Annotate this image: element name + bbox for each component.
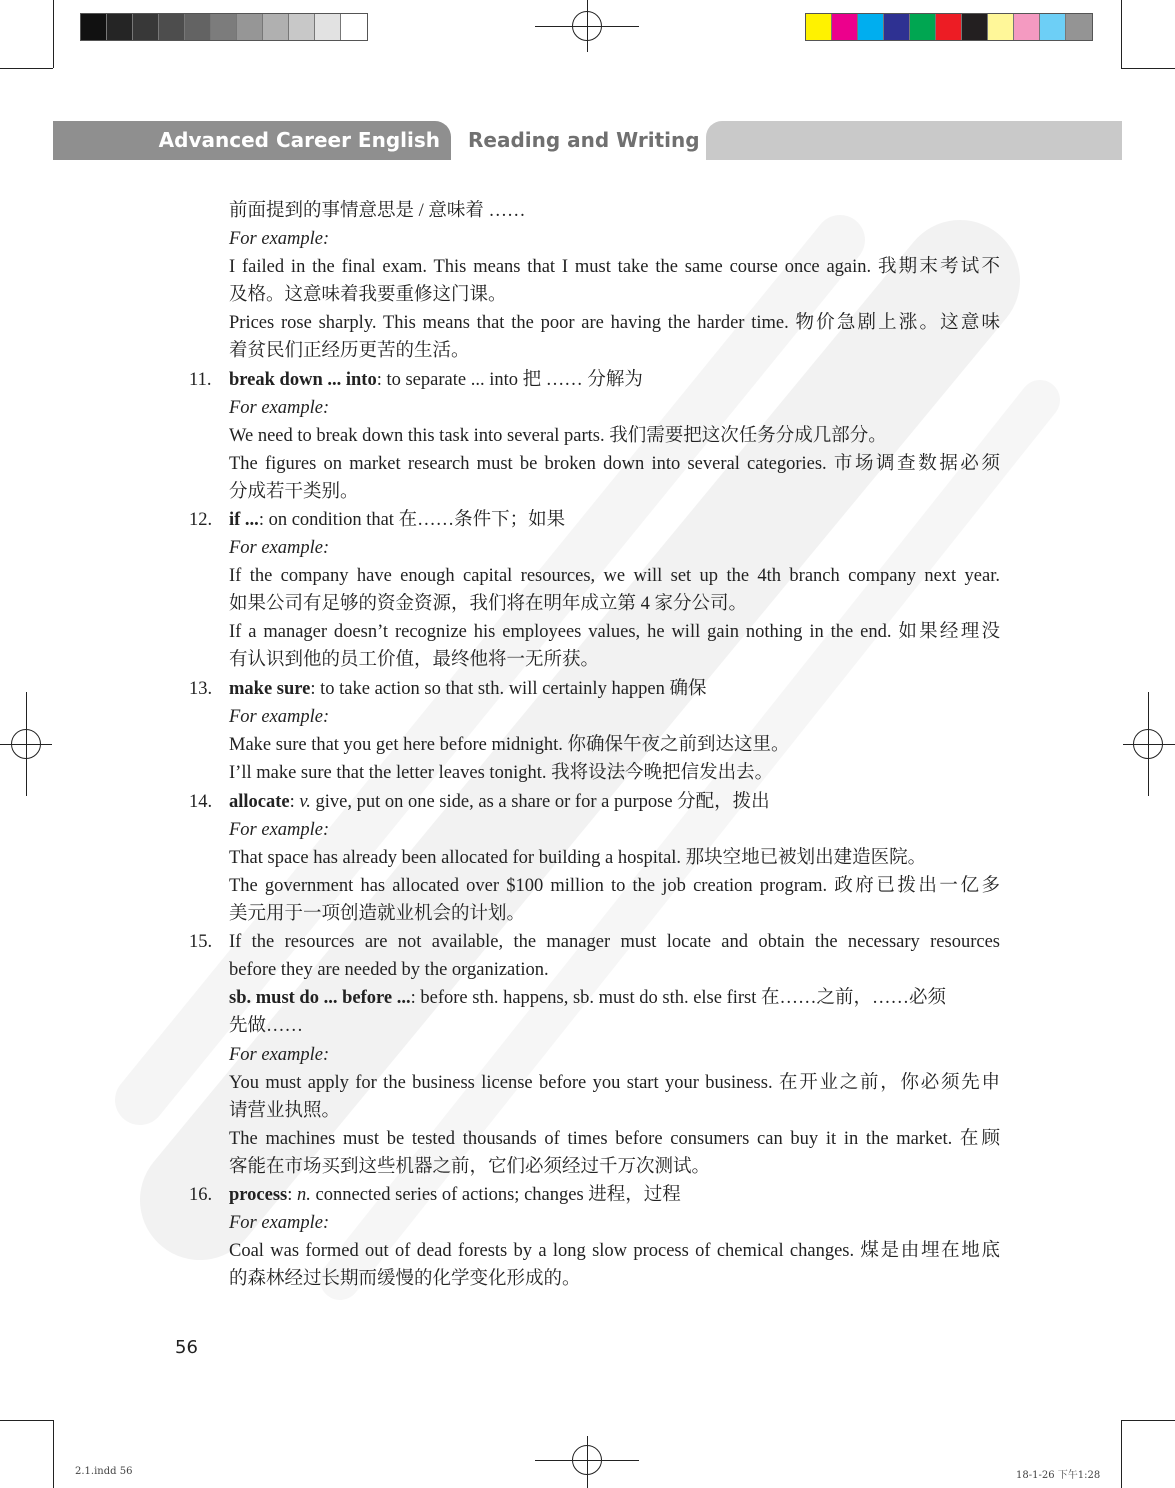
- entry-term: if ...: [229, 510, 259, 530]
- entry-heading: allocate: v. give, put on one side, as a share or for a purpose 分配，拨出: [229, 792, 770, 812]
- entry-definition: : to separate ... into 把 …… 分解为: [376, 370, 643, 390]
- swatch: [962, 14, 988, 40]
- text-line: That space has already been allocated for building a hospital. 那块空地已被划出建造医院。: [229, 848, 927, 868]
- text-line: 着贫民们正经历更苦的生活。: [229, 341, 470, 361]
- text-line: Prices rose sharply. This means that the poor are having the harder time. 物价急剧上涨。这意味: [229, 313, 1000, 333]
- grayscale-color-bar: [80, 13, 368, 41]
- swatch: [341, 14, 367, 40]
- book-title: Advanced Career English: [158, 128, 440, 152]
- crop-mark: [1121, 68, 1175, 69]
- swatch: [315, 14, 341, 40]
- text-line: 美元用于一项创造就业机会的计划。: [229, 904, 526, 924]
- entry-heading: [229, 984, 1000, 1012]
- example-label: For example:: [229, 398, 330, 418]
- part-of-speech: v.: [299, 792, 311, 812]
- example-label: For example:: [229, 1045, 330, 1065]
- swatch: [858, 14, 884, 40]
- header-decoration-bar: [706, 121, 1122, 160]
- swatch: [289, 14, 315, 40]
- crop-mark: [53, 0, 54, 68]
- entry-heading: [229, 366, 1000, 394]
- text-line: Make sure that you get here before midnight. 你确保午夜之前到达这里。: [229, 735, 790, 755]
- swatch: [832, 14, 858, 40]
- swatch: [1014, 14, 1040, 40]
- swatch: [910, 14, 936, 40]
- date-slug: 18-1-26 下午1:28: [1016, 1470, 1101, 1481]
- entry-definition: give, put on one side, as a share or for a purpose 分配，拨出: [310, 792, 770, 812]
- entry-definition: connected series of actions; changes 进程，过程: [310, 1185, 681, 1205]
- text-line: The government has allocated over $100 million to the job creation program. 政府已拨出一亿多: [229, 876, 1000, 896]
- text-line: 如果公司有足够的资金资源，我们将在明年成立第 4 家分公司。: [229, 594, 748, 614]
- example-label: For example:: [229, 820, 330, 840]
- swatch: [806, 14, 832, 40]
- file-slug: 2.1.indd 56: [75, 1466, 133, 1477]
- text-line: Coal was formed out of dead forests by a long slow process of chemical changes. 煤是由埋在地底: [229, 1241, 1000, 1261]
- text-line: The machines must be tested thousands of times before consumers can buy it in the market. 在顾: [229, 1129, 1000, 1149]
- text-line: 前面提到的事情意思是 / 意味着 ……: [229, 201, 526, 221]
- entry-number: 16.: [189, 1185, 213, 1205]
- text-line: 客能在市场买到这些机器之前，它们必须经过千万次测试。: [229, 1157, 711, 1177]
- entry-term: allocate: [229, 792, 290, 812]
- text-line: I’ll make sure that the letter leaves tonight. 我将设法今晚把信发出去。: [229, 763, 774, 783]
- entry-heading: process: n. connected series of actions; changes 进程，过程: [229, 1185, 681, 1205]
- crop-mark: [1121, 1420, 1175, 1421]
- swatch: [263, 14, 289, 40]
- crop-mark: [0, 1420, 53, 1421]
- swatch: [185, 14, 211, 40]
- text-line: before they are needed by the organization.: [229, 960, 549, 980]
- text-line: 有认识到他的员工价值，最终他将一无所获。: [229, 650, 600, 670]
- text-line: 及格。这意味着我要重修这门课。: [229, 285, 507, 305]
- text-line: 分成若干类别。: [229, 482, 359, 502]
- swatch: [988, 14, 1014, 40]
- crop-mark: [1121, 0, 1122, 68]
- text-line: We need to break down this task into several parts. 我们需要把这次任务分成几部分。: [229, 426, 887, 446]
- text-line: 的森林经过长期而缓慢的化学变化形成的。: [229, 1269, 581, 1289]
- swatch: [211, 14, 237, 40]
- swatch: [107, 14, 133, 40]
- crop-mark: [0, 68, 53, 69]
- swatch: [884, 14, 910, 40]
- registration-mark-icon: [1133, 729, 1163, 759]
- entry-term: break down ... into: [229, 370, 377, 390]
- entry-term: make sure: [229, 679, 311, 699]
- text-line: If the resources are not available, the manager must locate and obtain the necessary resources: [229, 932, 1000, 952]
- swatch: [936, 14, 962, 40]
- swatch: [81, 14, 107, 40]
- entry-definition: : to take action so that sth. will certainly happen 确保: [310, 679, 707, 699]
- text-line: The figures on market research must be broken down into several categories. 市场调查数据必须: [229, 454, 1000, 474]
- entry-heading: [229, 675, 1000, 703]
- section-title: Reading and Writing: [468, 128, 700, 152]
- process-color-bar: [805, 13, 1093, 41]
- entry-heading: [229, 506, 1000, 534]
- entry-term: sb. must do ... before ...: [229, 988, 411, 1008]
- swatch: [159, 14, 185, 40]
- text-line: 请营业执照。: [229, 1101, 341, 1121]
- crop-mark: [53, 1420, 54, 1488]
- swatch: [237, 14, 263, 40]
- registration-mark-icon: [572, 11, 602, 41]
- entry-number: 13.: [189, 679, 213, 699]
- part-of-speech: n.: [297, 1185, 311, 1205]
- swatch: [1040, 14, 1066, 40]
- text-line: I failed in the final exam. This means that I must take the same course once again. 我期末考试不: [229, 257, 1000, 277]
- text-line: You must apply for the business license before you start your business. 在开业之前，你必须先申: [229, 1073, 1000, 1093]
- entry-definition: : before sth. happens, sb. must do sth. else first 在……之前，……必须: [410, 988, 947, 1008]
- entry-number: 12.: [189, 510, 213, 530]
- swatch: [133, 14, 159, 40]
- example-label: For example:: [229, 538, 330, 558]
- example-label: For example:: [229, 229, 330, 249]
- text-line: 先做……: [229, 1016, 304, 1036]
- registration-mark-icon: [11, 729, 41, 759]
- entry-number: 14.: [189, 792, 213, 812]
- entry-definition: : on condition that 在……条件下；如果: [258, 510, 566, 530]
- page-number: 56: [175, 1337, 198, 1358]
- text-line: If the company have enough capital resources, we will set up the 4th branch company next year.: [229, 566, 1000, 586]
- entry-term: process: [229, 1185, 288, 1205]
- registration-mark-icon: [572, 1445, 602, 1475]
- swatch: [1066, 14, 1092, 40]
- example-label: For example:: [229, 1213, 330, 1233]
- text-line: If a manager doesn’t recognize his employees values, he will gain nothing in the end. 如果经理没: [229, 622, 1000, 642]
- entry-number: 11.: [189, 370, 212, 390]
- entry-number: 15.: [189, 932, 213, 952]
- example-label: For example:: [229, 707, 330, 727]
- header-book-title-bar: [53, 121, 451, 160]
- crop-mark: [1121, 1420, 1122, 1488]
